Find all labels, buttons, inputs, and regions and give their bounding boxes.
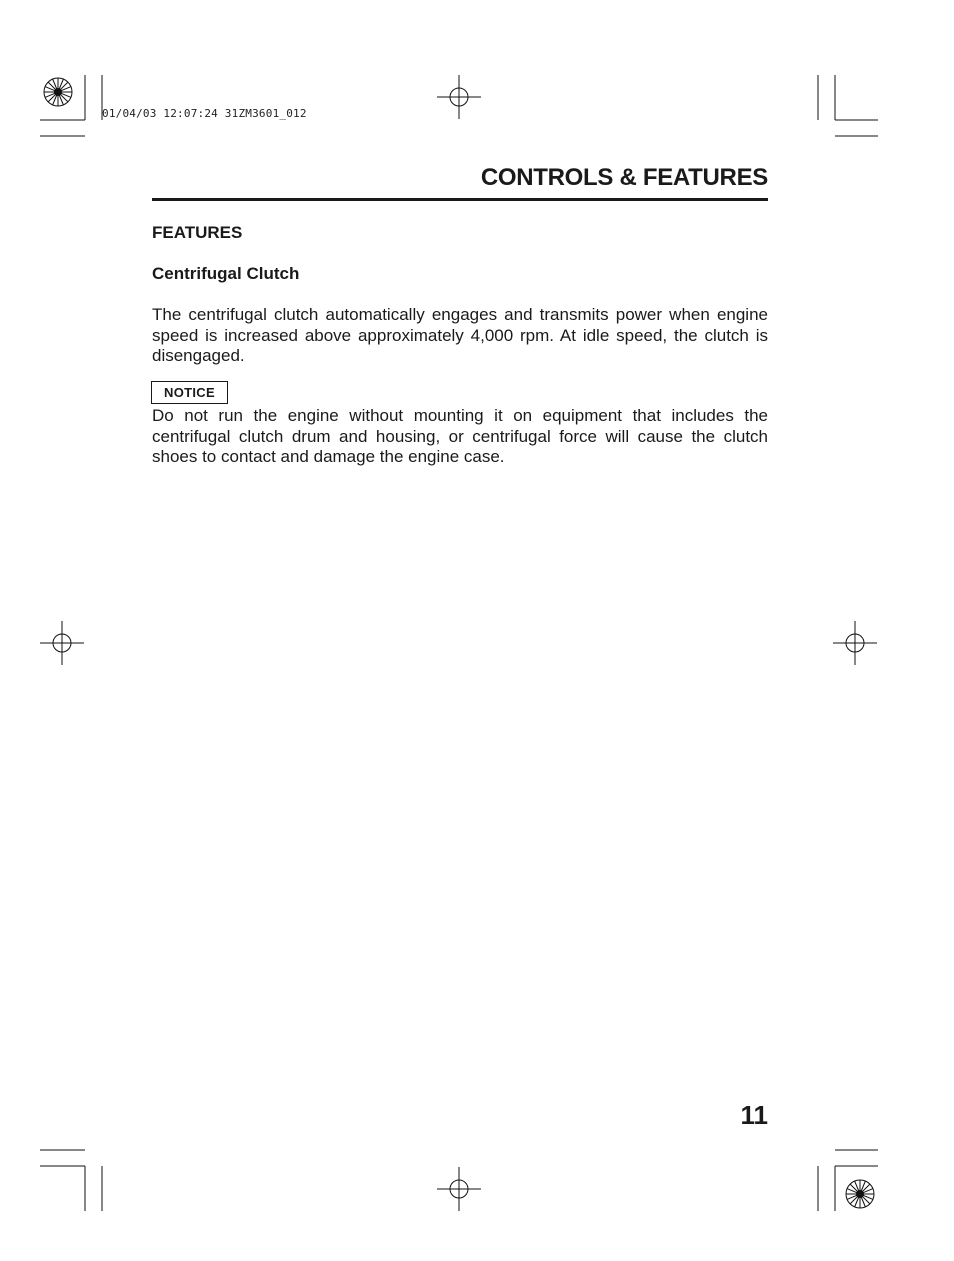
notice-badge: NOTICE <box>151 381 228 404</box>
starburst-mark-bottom-right <box>846 1180 874 1208</box>
clutch-description: The centrifugal clutch automatically engages and transmits power when engine speed is increased above approximately 4,000 rpm. At idle speed, the clutch is disengaged. <box>152 305 768 365</box>
registration-target-bottom <box>437 1167 481 1211</box>
section-title: CONTROLS & FEATURES <box>480 164 768 191</box>
notice-text: Do not run the engine without mounting it on equipment that includes the centrifugal clutch drum and housing, or centrifugal force will cause the clutch shoes to contact and damage the engine case. <box>152 406 768 466</box>
registration-target-right <box>833 621 877 665</box>
registration-target-top <box>437 75 481 119</box>
starburst-mark-top-left <box>44 78 72 106</box>
subheading-centrifugal-clutch: Centrifugal Clutch <box>152 264 300 283</box>
registration-target-left <box>40 621 84 665</box>
print-slug: 01/04/03 12:07:24 31ZM3601_012 <box>102 107 307 120</box>
title-rule <box>152 198 768 201</box>
features-heading: FEATURES <box>152 223 243 242</box>
page-number: 11 <box>740 1100 768 1130</box>
